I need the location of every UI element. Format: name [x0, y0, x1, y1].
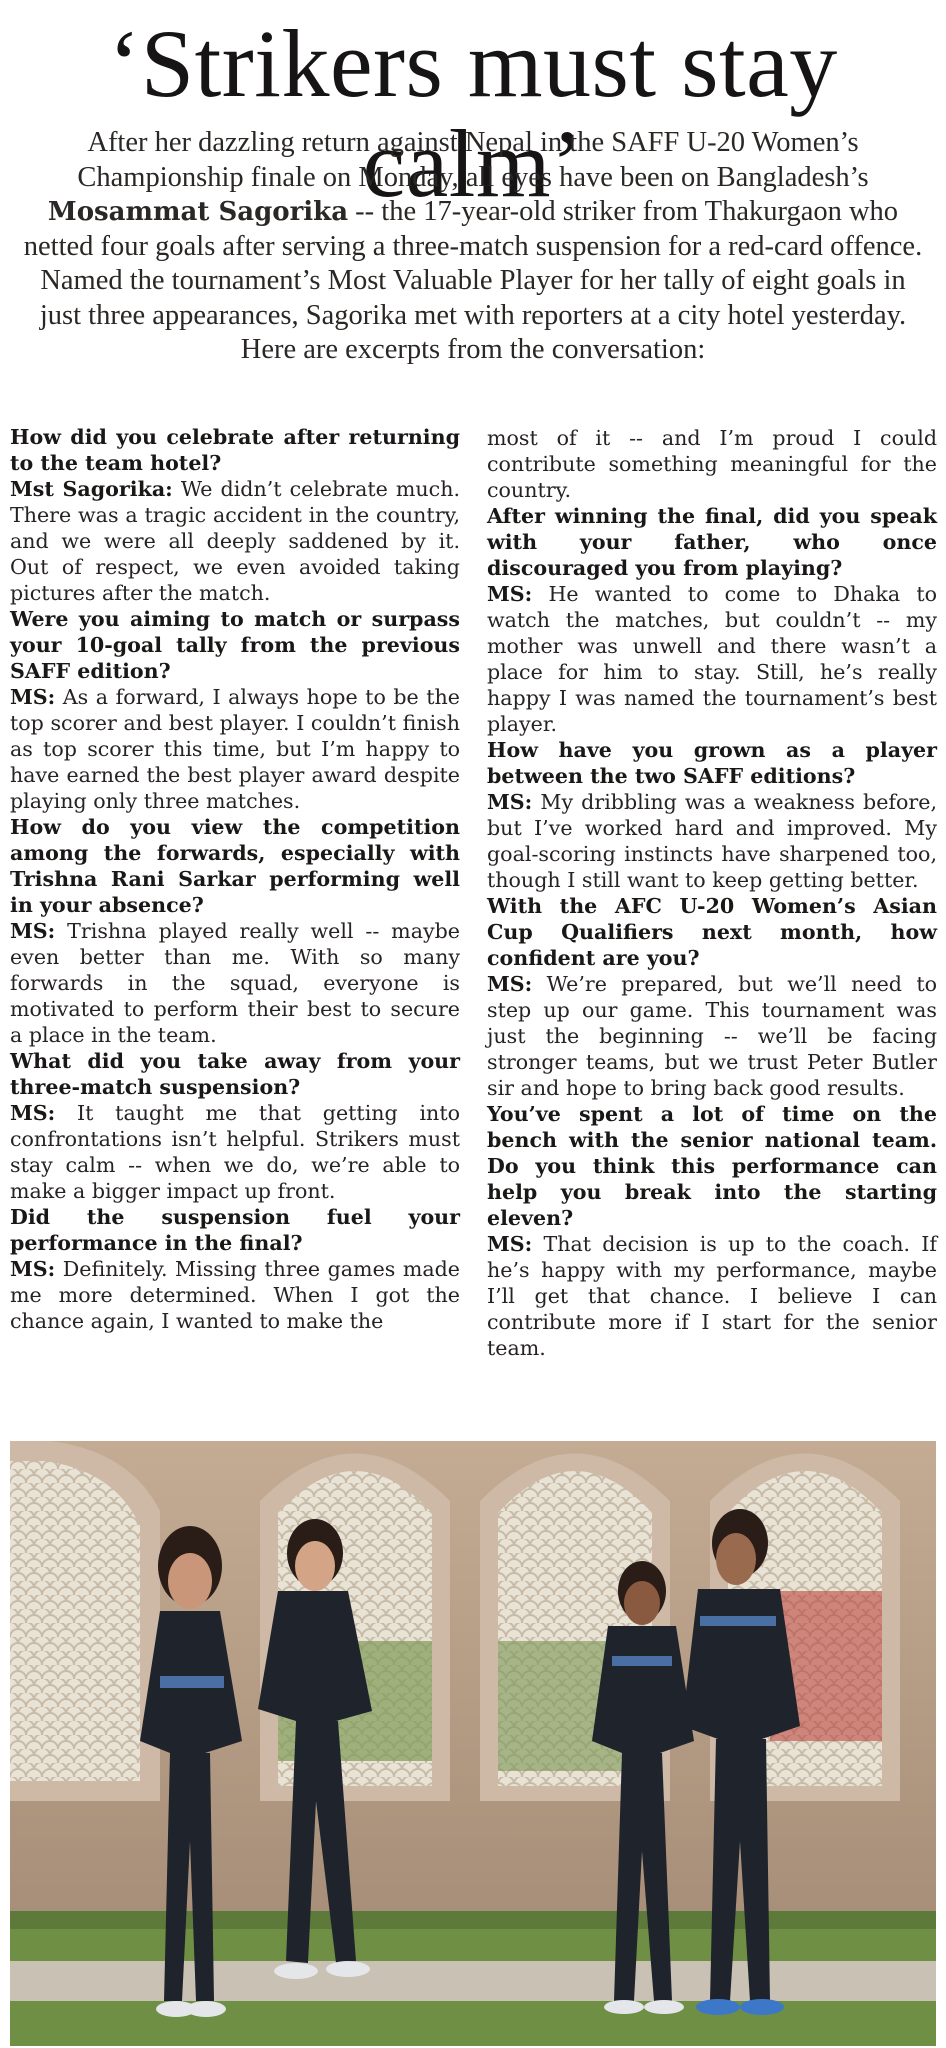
left-column	[10, 424, 460, 1334]
answer-text: Trishna played really well -- maybe even better than me. With so many forwards in the squad, everyone is motivated to perform their best to secure a place in the team.	[10, 919, 460, 1047]
headline: ‘Strikers must stay calm’	[108, 10, 838, 217]
answer-text: We’re prepared, but we’ll need to step up our game. This tournament was just the beginning -- we’ll be facing stronger teams, but we trust Peter Butler sir and hope to bring back good results.	[487, 972, 937, 1100]
answer	[10, 684, 460, 814]
lawn-shade	[10, 1911, 936, 1929]
question: What did you take away from your three-match suspension?	[10, 1049, 460, 1099]
question: After winning the final, did you speak with your father, who once discouraged you from playing?	[487, 504, 937, 580]
answer-text: We didn’t celebrate much. There was a tragic accident in the country, and we were all deeply saddened by it. Out of respect, we even avoided taking pictures after the match.	[10, 477, 461, 605]
answer	[10, 918, 460, 1048]
speaker-label: MS:	[10, 1101, 56, 1125]
answer	[10, 1100, 460, 1204]
qa-item	[487, 503, 937, 737]
qa-item	[10, 424, 460, 606]
answer-text: My dribbling was a weakness before, but I’ve worked hard and improved. My goal-scoring instincts have sharpened too, though I still want to keep getting better.	[487, 790, 937, 892]
speaker-label: MS:	[487, 1232, 533, 1256]
question: With the AFC U-20 Women’s Asian Cup Qualifiers next month, how confident are you?	[487, 894, 937, 970]
answer	[10, 1256, 460, 1334]
answer	[487, 971, 937, 1101]
qa-item	[487, 893, 937, 1101]
question: How have you grown as a player between the two SAFF editions?	[487, 738, 937, 788]
player-name: Mosammat Sagorika	[47, 197, 349, 227]
answer-text: That decision is up to the coach. If he’s happy with my performance, maybe I’ll get that chance. I believe I can contribute more if I start for the senior team.	[487, 1232, 937, 1360]
question: Did the suspension fuel your performance in the final?	[10, 1205, 460, 1255]
answer	[487, 789, 937, 893]
speaker-label: MS:	[487, 790, 533, 814]
question: How do you view the competition among the forwards, especially with Trishna Rani Sarkar performing well in your absence?	[10, 815, 460, 917]
speaker-label: MS:	[10, 919, 56, 943]
qa-item	[487, 737, 937, 893]
path	[10, 1961, 936, 2001]
speaker-label: MS:	[487, 972, 533, 996]
question: You’ve spent a lot of time on the bench with the senior national team. Do you think this performance can help you break into the starting eleven?	[487, 1102, 937, 1230]
qa-item	[10, 1204, 460, 1334]
answer	[487, 1231, 937, 1361]
answer-text: Definitely. Missing three games made me more determined. When I got the chance again, I wanted to make the	[10, 1257, 460, 1333]
intro-text-before: After her dazzling return against Nepal in the SAFF U-20 Women’s Championship finale on Monday, all eyes have been on Bangladesh’s	[77, 127, 869, 193]
answer-text: As a forward, I always hope to be the top scorer and best player. I couldn’t finish as top scorer this time, but I’m happy to have earned the best player award despite playing only three matches.	[10, 685, 460, 813]
answer	[487, 581, 937, 737]
qa-item	[10, 606, 460, 814]
answer-continuation: most of it -- and I’m proud I could contribute something meaningful for the country.	[487, 426, 937, 502]
qa-item	[10, 814, 460, 1048]
team-photo	[10, 1441, 936, 2046]
answer-text: He wanted to come to Dhaka to watch the matches, but couldn’t -- my mother was unwell and there wasn’t a place for him to stay. Still, he’s really happy I was named the tournament’s best player.	[487, 582, 937, 736]
qa-item	[10, 1048, 460, 1204]
speaker-label: MS:	[10, 1257, 56, 1281]
answer-text: It taught me that getting into confrontations isn’t helpful. Strikers must stay calm -- when we do, we’re able to make a bigger impact up front.	[10, 1101, 460, 1203]
speaker-label: Mst Sagorika:	[10, 477, 173, 501]
speaker-label: MS:	[487, 582, 533, 606]
answer	[10, 476, 460, 606]
right-column	[487, 425, 937, 1361]
arch-window-1	[10, 1441, 160, 1801]
photo-illustration	[10, 1441, 936, 2046]
intro-paragraph	[22, 126, 924, 368]
question: Were you aiming to match or surpass your 10-goal tally from the previous SAFF edition?	[10, 607, 460, 683]
question: How did you celebrate after returning to the team hotel?	[10, 425, 460, 475]
qa-item	[487, 1101, 937, 1361]
intro-text-after: -- the 17-year-old striker from Thakurgaon who netted four goals after serving a three-match suspension for a red-card offence. Named the tournament’s Most Valuable Player for her tally of eight goals in just three appearances, Sagorika met with reporters at a city hotel yesterday. Here are excerpts from the conversation:	[23, 196, 923, 365]
speaker-label: MS:	[10, 685, 56, 709]
